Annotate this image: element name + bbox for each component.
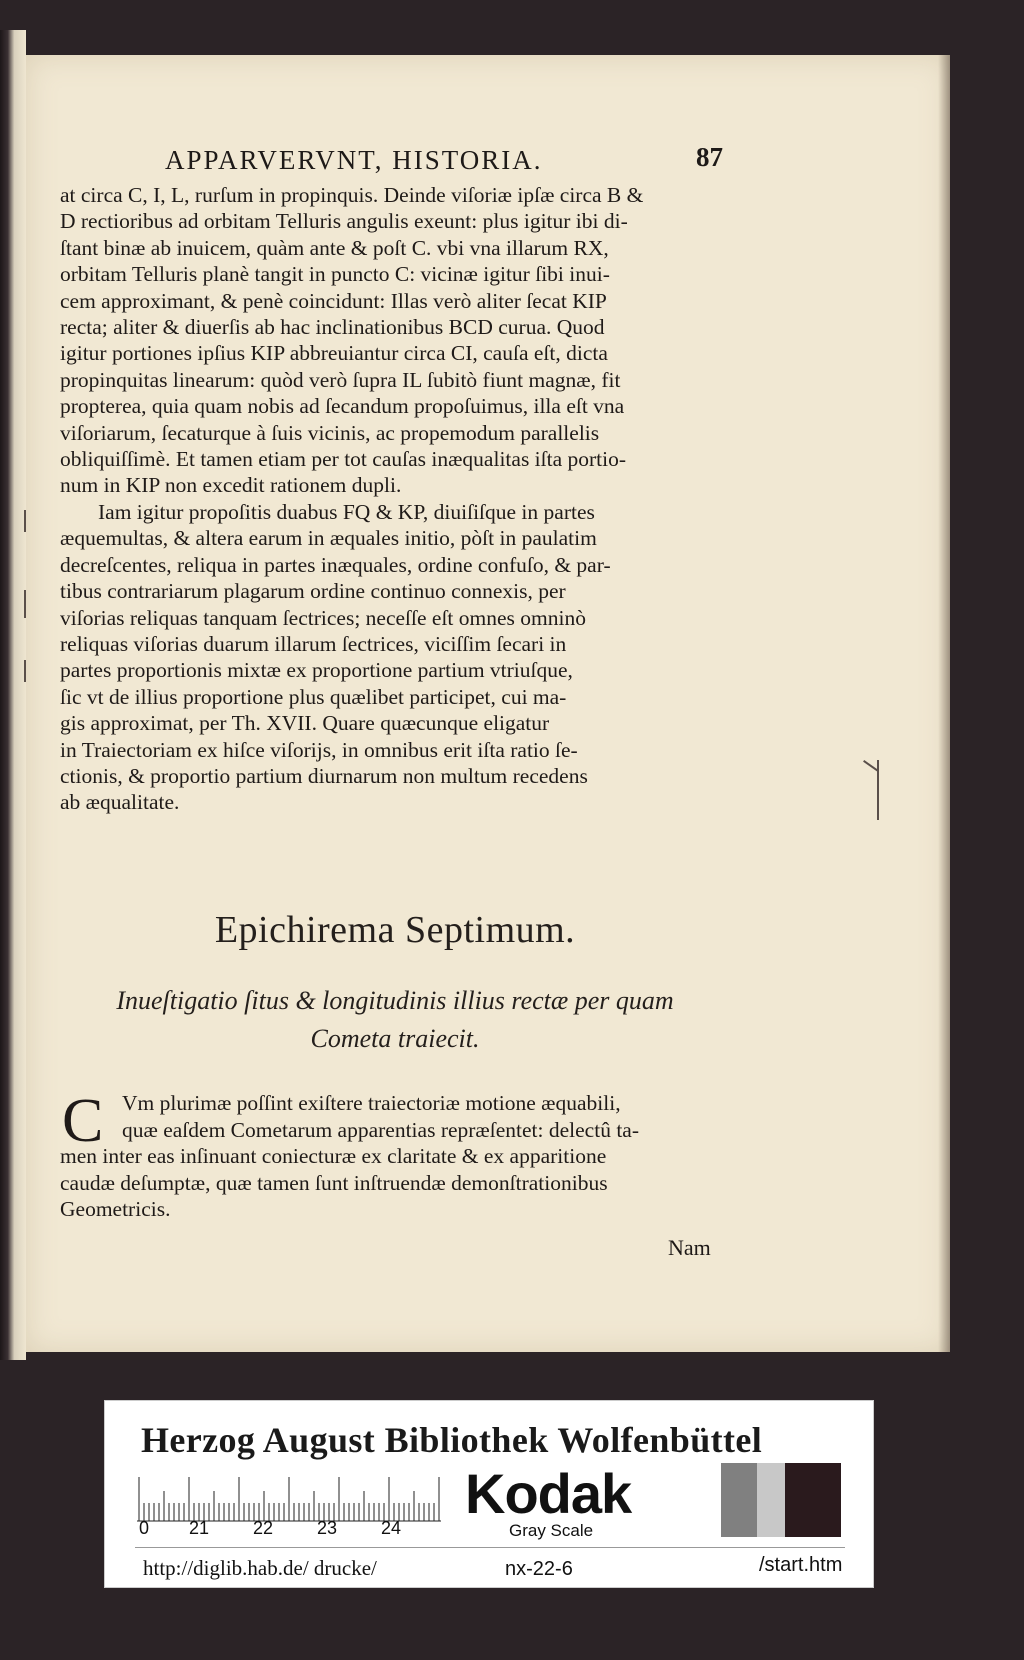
source-url: http://diglib.hab.de/ drucke/ <box>143 1556 377 1580</box>
section-heading: Epichirema Septimum. <box>214 909 576 951</box>
subheading-line: Inueſtigatio ſitus & longitudinis illius rectæ per quam <box>116 986 674 1015</box>
ruler-number: 0 <box>139 1518 150 1538</box>
catchword: Nam <box>668 1235 711 1260</box>
gray-swatch <box>721 1463 757 1537</box>
text-line: ab æqualitate. <box>60 790 180 815</box>
text-line: in Traiectoriam ex hiſce viſorijs, in omnibus erit iſta ratio ſe- <box>60 737 578 762</box>
paragraph-2 <box>60 499 730 816</box>
drop-cap: C <box>62 1087 104 1155</box>
ruler-number: 24 <box>381 1518 402 1538</box>
text-line: cem approximant, & penè coincidunt: Illas verò aliter ſecat KIP <box>60 288 607 313</box>
text-line: viſoriarum, ſecaturque à ſuis vicinis, ac propemodum parallelis <box>60 420 600 445</box>
url-suffix: /start.htm <box>759 1554 843 1576</box>
text-line: igitur portiones ipſius KIP abbreuiantur circa CI, cauſa eſt, dicta <box>60 341 608 366</box>
dark-swatch <box>785 1463 841 1537</box>
text-line: num in KIP non excedit rationem dupli. <box>60 473 402 498</box>
color-target <box>104 1400 874 1588</box>
text-line: D rectioribus ad orbitam Telluris angulis exeunt: plus igitur ibi di- <box>60 209 628 234</box>
text-line: Geometricis. <box>60 1197 171 1222</box>
text-line: men inter eas inſinuant coniecturæ ex claritate & ex apparitione <box>60 1144 607 1169</box>
shelf-code: nx-22-6 <box>505 1558 573 1580</box>
text-line: ctionis, & proportio partium diurnarum non multum recedens <box>60 763 588 788</box>
text-line: tibus contrariarum plagarum ordine continuo connexis, per <box>60 579 566 604</box>
page-number: 87 <box>696 142 723 172</box>
text-line: caudæ deſumptæ, quæ tamen ſunt inſtruendæ demonſtrationibus <box>60 1170 608 1195</box>
gray-scale-label: Gray Scale <box>509 1521 594 1540</box>
divider <box>135 1547 845 1548</box>
text-line: ſic vt de illius proportione plus quælibet participet, cui ma- <box>60 684 567 709</box>
text-line: Vm plurimæ poſſint exiſtere traiectoriæ motione æquabili, <box>122 1091 621 1115</box>
section-subheading <box>60 982 730 1058</box>
main-text <box>60 182 730 816</box>
running-head: APPARVERVNT, HISTORIA. <box>165 145 543 175</box>
text-line: decreſcentes, reliqua in partes inæquales, ordine confuſo, & par- <box>60 552 611 577</box>
text-line: orbitam Telluris planè tangit in puncto C: vicinæ igitur ſibi inui- <box>60 262 610 287</box>
text-line: Iam igitur propoſitis duabus FQ & KP, diuiſiſque in partes <box>98 499 595 524</box>
subheading-line: Cometa traiecit. <box>310 1024 480 1053</box>
page-shadow <box>938 55 950 1352</box>
text-line: viſorias reliquas tanquam ſectrices; neceſſe eſt omnes omninò <box>60 605 586 630</box>
ruler <box>137 1474 441 1522</box>
library-name: Herzog August Bibliothek Wolfenbüttel <box>141 1420 763 1460</box>
ruler-number: 22 <box>253 1518 274 1538</box>
text-line: ſtant binæ ab inuicem, quàm ante & poſt C. vbi vna illarum RX, <box>60 235 609 260</box>
text-line: partes proportionis mixtæ ex proportione partium vtriuſque, <box>60 658 573 683</box>
ruler-number: 21 <box>189 1518 210 1538</box>
text-line: gis approximat, per Th. XVII. Quare quæcunque eligatur <box>60 711 550 736</box>
ruler-number: 23 <box>317 1518 338 1538</box>
text-line: reliquas viſorias duarum illarum ſectrices, viciſſim ſecari in <box>60 631 567 656</box>
text-line: æquemultas, & altera earum in æquales initio, pòſt in paulatim <box>60 526 597 551</box>
paragraph-1 <box>60 182 730 499</box>
light-swatch <box>757 1463 785 1537</box>
paragraph-3 <box>60 1087 730 1223</box>
brand-logo: Kodak <box>465 1462 632 1525</box>
book-edge <box>0 30 26 1360</box>
text-line: recta; aliter & diuerſis ab hac inclinationibus BCD curua. Quod <box>60 315 605 340</box>
text-line: obliquiſſimè. Et tamen etiam per tot cauſas inæqualitas iſta portio- <box>60 447 627 472</box>
text-line: at circa C, I, L, rurſum in propinquis. Deinde viſoriæ ipſæ circa B & <box>60 183 644 207</box>
text-line: propinquitas linearum: quòd verò ſupra IL ſubitò fiunt magnæ, fit <box>60 367 621 392</box>
text-line: quæ eaſdem Cometarum apparentias repræſentet: delectû ta- <box>122 1117 639 1142</box>
text-line: propterea, quia quam nobis ad ſecandum propoſuimus, illa eſt vna <box>60 394 625 419</box>
